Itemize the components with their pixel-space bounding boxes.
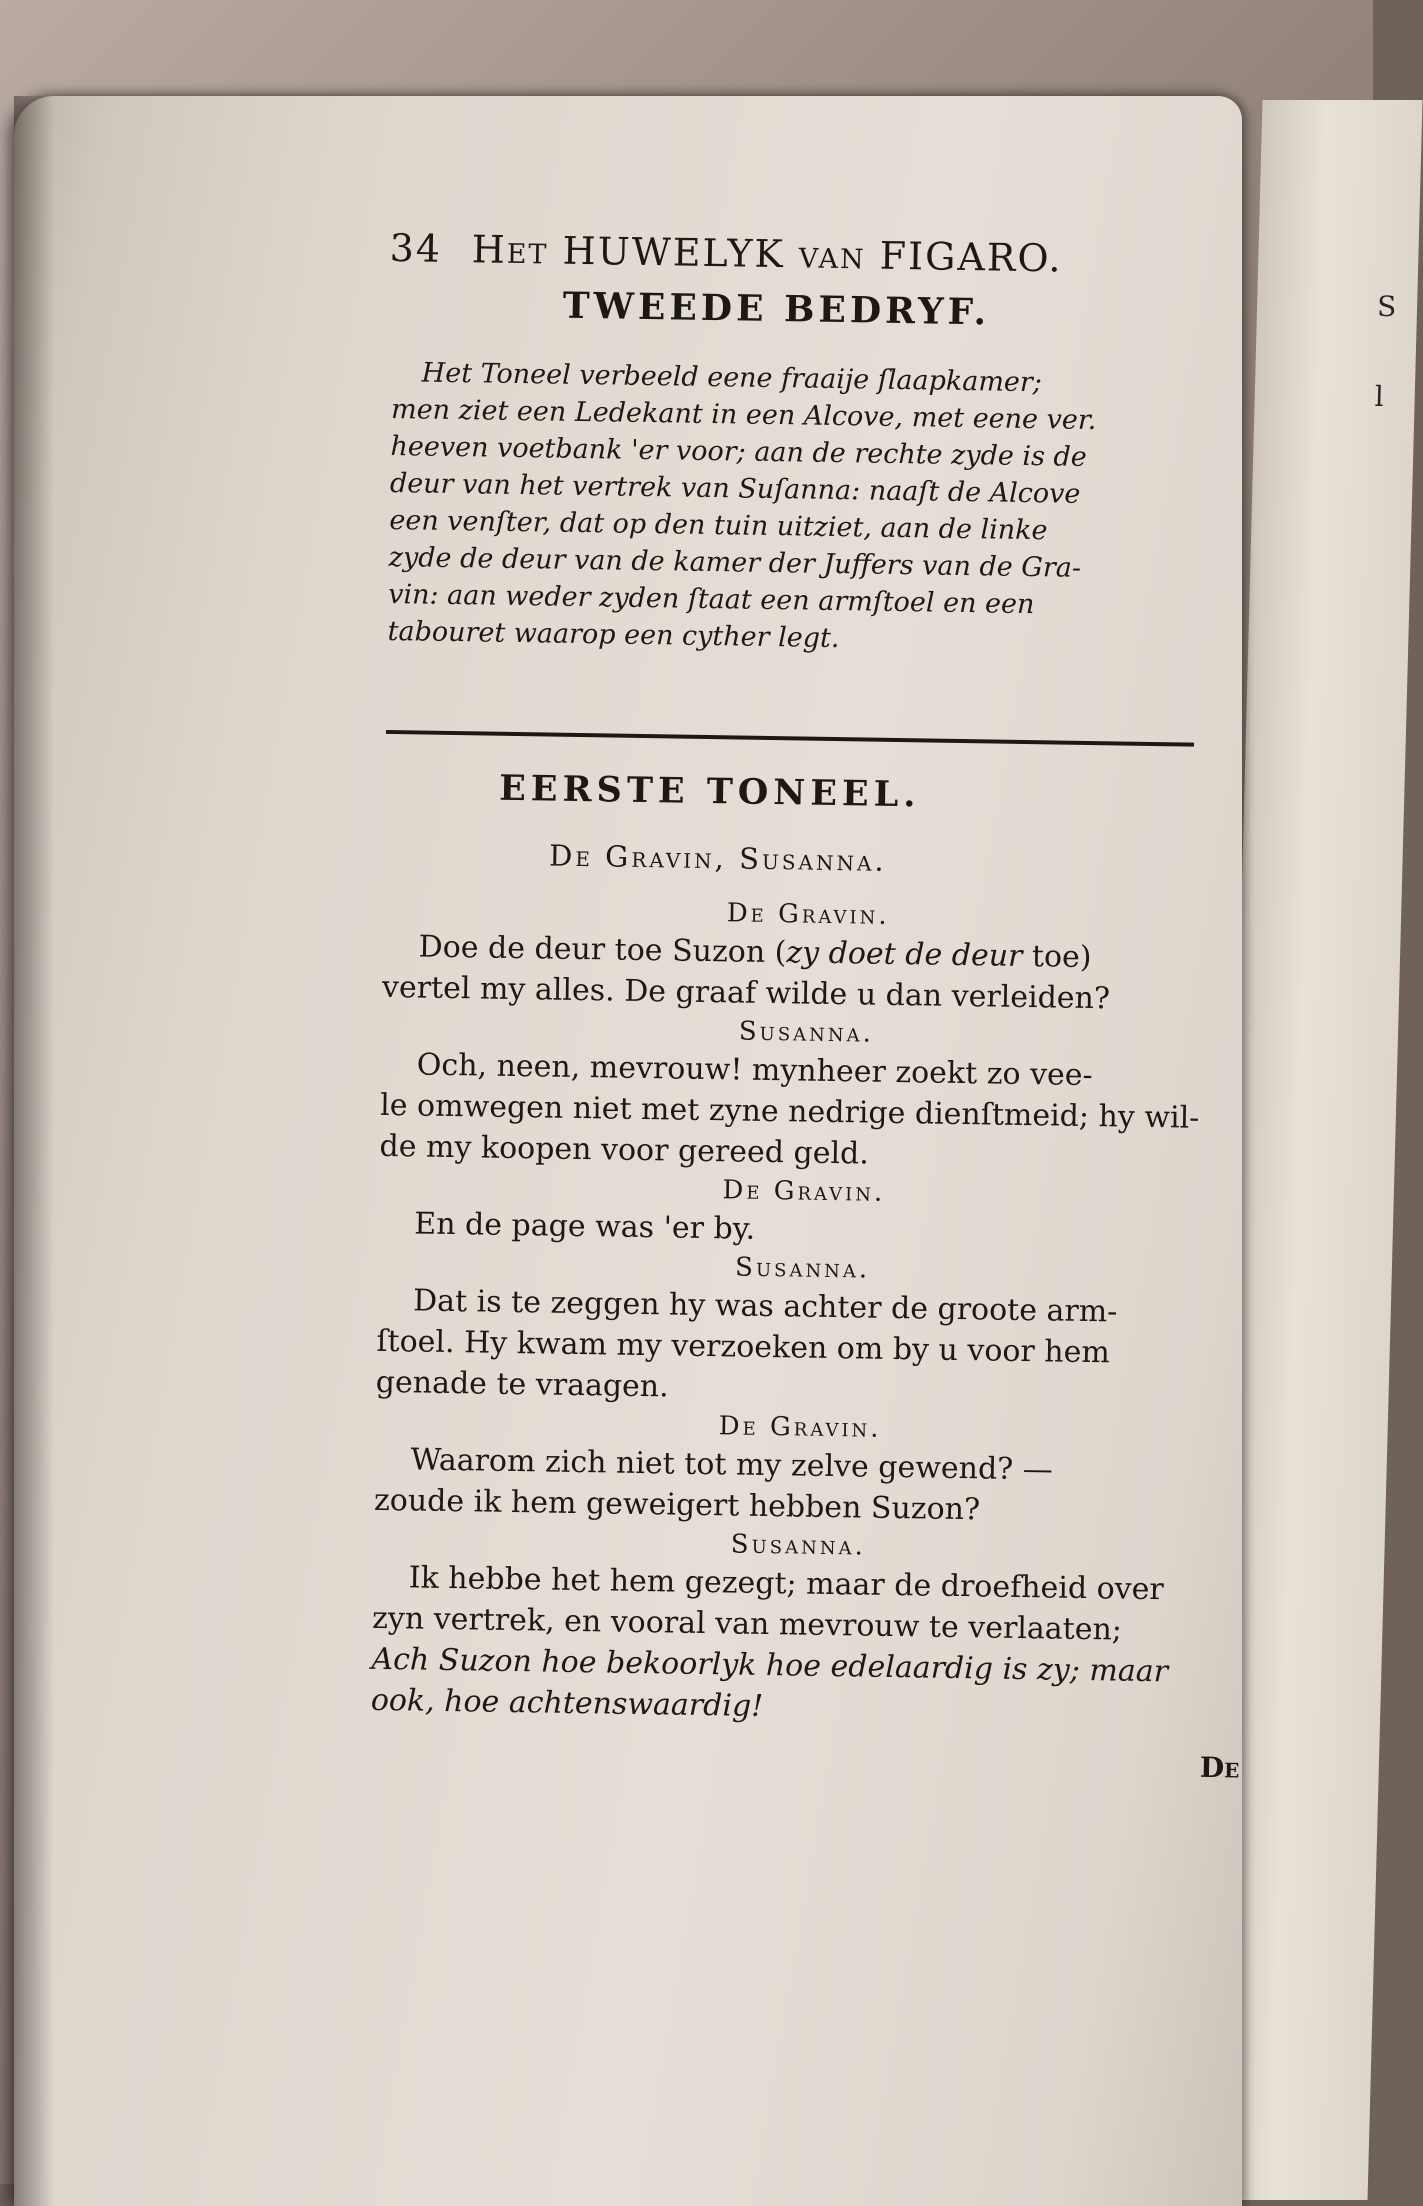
dialogue-line: genade te vraagen.	[375, 1364, 669, 1405]
catchword: De	[1199, 1750, 1240, 1785]
dialogue-line: le omwegen niet met zyne nedrige dienſtmeid; hy wil-	[379, 1087, 1200, 1136]
dialogue-line: Ik hebbe het hem gezegt; maar de droefheid over	[408, 1560, 1165, 1608]
dialogue-line: Och, neen, mevrouw! mynheer zoekt zo vee-	[416, 1047, 1093, 1094]
page-number: 34	[389, 225, 443, 271]
speaker-name: Susanna.	[730, 1529, 867, 1562]
dialogue-line: zyn vertrek, en vooral van mevrouw te verlaaten;	[371, 1600, 1123, 1648]
stage-line: een venſter, dat op den tuin uitziet, aan de linke	[389, 504, 1048, 547]
dialogue-line: vertel my alles. De graaf wilde u dan verleiden?	[381, 969, 1111, 1017]
speaker-name: De Gravin.	[726, 898, 890, 931]
speaker-name: De Gravin.	[722, 1175, 886, 1208]
dialogue-line: ſtoel. Hy kwam my verzoeken om by u voor hem	[376, 1323, 1111, 1371]
stage-line: Het Toneel verbeeld eene fraaije ſlaapkamer;	[421, 357, 1043, 399]
stage-line: heeven voetbank 'er voor; aan de rechte zyde is de	[390, 430, 1088, 473]
speaker-name: Susanna.	[738, 1016, 875, 1049]
facing-page-glyph: S	[1376, 290, 1397, 323]
spine-shadow	[14, 96, 54, 2206]
dialogue-line: zoude ik hem geweigert hebben Suzon?	[373, 1482, 981, 1528]
facing-page-glyph: l	[1374, 380, 1385, 413]
dialogue-line: Ach Suzon hoe bekoorlyk hoe edelaardig is zy; maar	[371, 1641, 1169, 1690]
scene-title: EERSTE TONEEL.	[498, 767, 921, 816]
dialogue-line: Waarom zich niet tot my zelve gewend? —	[410, 1442, 1054, 1488]
stage-line: vin: aan weder zyden ſtaat een armſtoel en een	[387, 578, 1035, 621]
dialogue-line: ook, hoe achtenswaardig!	[370, 1682, 764, 1724]
act-title: TWEEDE BEDRYF.	[562, 284, 991, 334]
speaker-name: De Gravin.	[718, 1411, 882, 1444]
dialogue-line: Doe de deur toe Suzon (zy doet de deur toe)	[418, 929, 1092, 976]
scene-persons: De Gravin, Susanna.	[548, 838, 887, 878]
running-title: Het HUWELYK van FIGARO.	[471, 227, 1063, 281]
speaker-name: Susanna.	[734, 1252, 871, 1285]
stage-line: tabouret waarop een cyther legt.	[387, 615, 840, 655]
dialogue-line: En de page was 'er by.	[414, 1206, 756, 1247]
dialogue	[371, 890, 1204, 1734]
dialogue-line: Dat is te zeggen hy was achter de groote arm-	[412, 1283, 1118, 1330]
stage-line: zyde de deur van de kamer der Juffers van de Gra-	[388, 541, 1082, 584]
stage-line: men ziet een Ledekant in een Alcove, met eene ver.	[390, 393, 1097, 437]
stage-direction	[387, 354, 1202, 663]
dialogue-line: de my koopen voor gereed geld.	[379, 1128, 870, 1172]
stage-line: deur van het vertrek van Suſanna: naaſt de Alcove	[389, 467, 1081, 510]
